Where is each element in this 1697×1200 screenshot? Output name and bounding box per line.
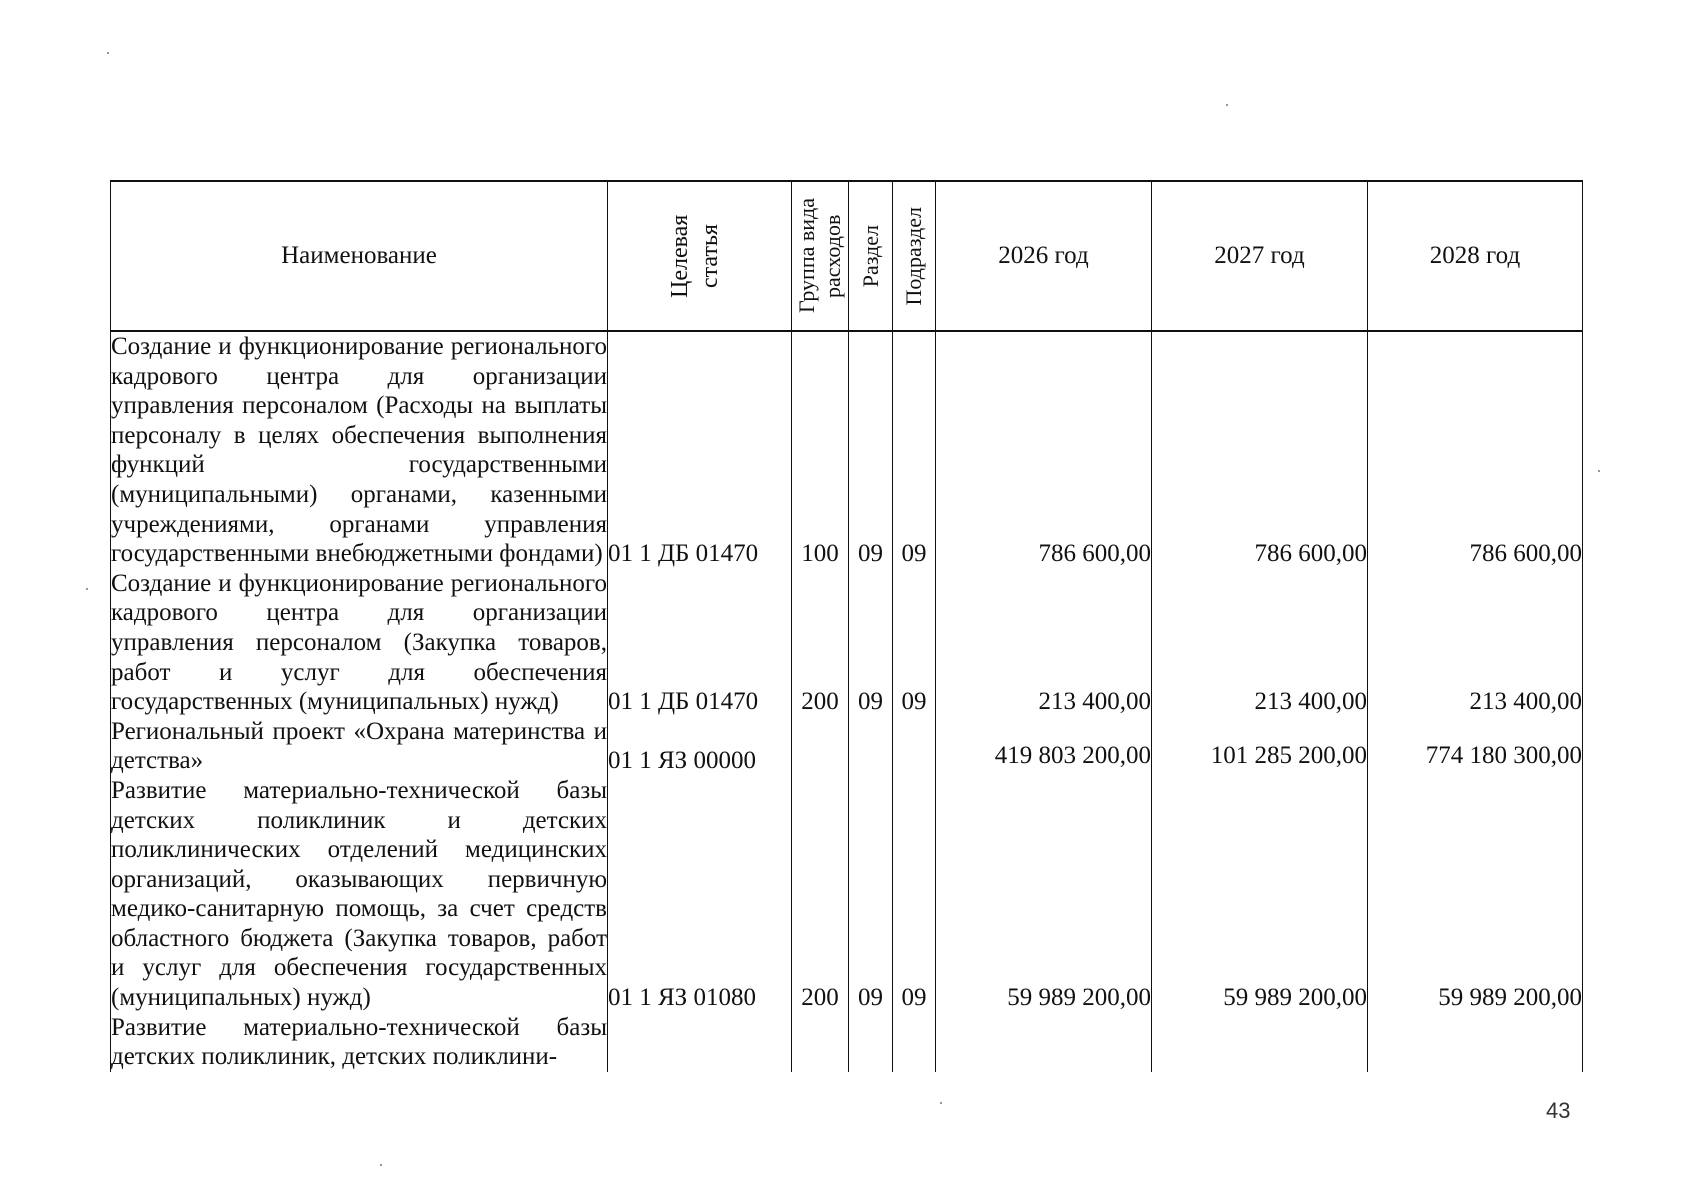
table-row bbox=[111, 569, 1583, 717]
scan-speck bbox=[940, 1102, 942, 1104]
row-2026 bbox=[936, 1013, 1152, 1072]
scan-speck bbox=[1598, 470, 1600, 472]
row-name: Создание и функционирование регионального кадрового центра для организации управления персоналом (Расходы на выплаты персоналу в целях обеспечения выполнения функций государственными (муниципальными) органами, казенными учреждениями, органами управления государственными внебюджетными фондами) bbox=[111, 333, 607, 568]
row-name: Развитие материально-технической базы детских поликлиник и детских поликлинических отделений медицинских организаций, оказывающих первичную медико-санитарную помощь, за счет средств областного бюджета (Закупка товаров, работ и услуг для обеспечения государственных (муниципальных) нужд) bbox=[111, 776, 607, 1012]
row-subsection bbox=[893, 1013, 936, 1072]
header-2027: 2027 год bbox=[1152, 181, 1368, 331]
table-header bbox=[111, 181, 1583, 331]
row-section: 09 bbox=[849, 569, 893, 717]
row-2026: 419 803 200,00 bbox=[936, 717, 1152, 776]
row-section bbox=[849, 1013, 893, 1072]
row-2028: 213 400,00 bbox=[1368, 569, 1583, 717]
header-2028: 2028 год bbox=[1368, 181, 1583, 331]
row-2028: 59 989 200,00 bbox=[1368, 776, 1583, 1013]
row-2027 bbox=[1152, 1013, 1368, 1072]
budget-table bbox=[110, 180, 1583, 1072]
row-2027: 59 989 200,00 bbox=[1152, 776, 1368, 1013]
row-section: 09 bbox=[849, 331, 893, 569]
row-2026: 59 989 200,00 bbox=[936, 776, 1152, 1013]
header-subsection: Подраздел bbox=[893, 181, 936, 331]
row-2027: 786 600,00 bbox=[1152, 331, 1368, 569]
header-name: Наименование bbox=[111, 181, 608, 331]
row-name: Региональный проект «Охрана материнства и детства» bbox=[111, 717, 607, 775]
row-2027: 213 400,00 bbox=[1152, 569, 1368, 717]
header-group: Группа вида расходов bbox=[792, 181, 849, 331]
row-code: 01 1 ЯЗ 00000 bbox=[608, 717, 792, 776]
header-code: Целевая статья bbox=[608, 181, 792, 331]
table-row bbox=[111, 331, 1583, 569]
row-2028 bbox=[1368, 1013, 1583, 1072]
row-section bbox=[849, 717, 893, 776]
row-code: 01 1 ДБ 01470 bbox=[608, 569, 792, 717]
row-name: Развитие материально-технической базы детских поликлиник, детских поликлини- bbox=[111, 1013, 607, 1071]
row-2027: 101 285 200,00 bbox=[1152, 717, 1368, 776]
row-subsection: 09 bbox=[893, 776, 936, 1013]
row-subsection: 09 bbox=[893, 569, 936, 717]
row-code: 01 1 ЯЗ 01080 bbox=[608, 776, 792, 1013]
row-code: 01 1 ДБ 01470 bbox=[608, 331, 792, 569]
row-group bbox=[792, 1013, 849, 1072]
row-group: 100 bbox=[792, 331, 849, 569]
row-group: 200 bbox=[792, 569, 849, 717]
table-row bbox=[111, 717, 1583, 776]
row-name: Создание и функционирование регионального кадрового центра для организации управления персоналом (Закупка товаров, работ и услуг для обеспечения государственных (муниципальных) нужд) bbox=[111, 569, 607, 716]
header-2026: 2026 год bbox=[936, 181, 1152, 331]
row-group: 200 bbox=[792, 776, 849, 1013]
row-2028: 774 180 300,00 bbox=[1368, 717, 1583, 776]
row-section: 09 bbox=[849, 776, 893, 1013]
page-number: 43 bbox=[1546, 1098, 1571, 1123]
row-subsection bbox=[893, 717, 936, 776]
table-row bbox=[111, 1013, 1583, 1072]
row-subsection: 09 bbox=[893, 331, 936, 569]
row-code bbox=[608, 1013, 792, 1072]
row-2026: 786 600,00 bbox=[936, 331, 1152, 569]
scan-speck bbox=[380, 1164, 382, 1166]
scan-speck bbox=[107, 52, 109, 54]
row-group bbox=[792, 717, 849, 776]
row-2028: 786 600,00 bbox=[1368, 331, 1583, 569]
table-row bbox=[111, 776, 1583, 1013]
scan-speck bbox=[1226, 104, 1228, 106]
row-2026: 213 400,00 bbox=[936, 569, 1152, 717]
header-section: Раздел bbox=[849, 181, 893, 331]
scan-speck bbox=[86, 588, 88, 590]
